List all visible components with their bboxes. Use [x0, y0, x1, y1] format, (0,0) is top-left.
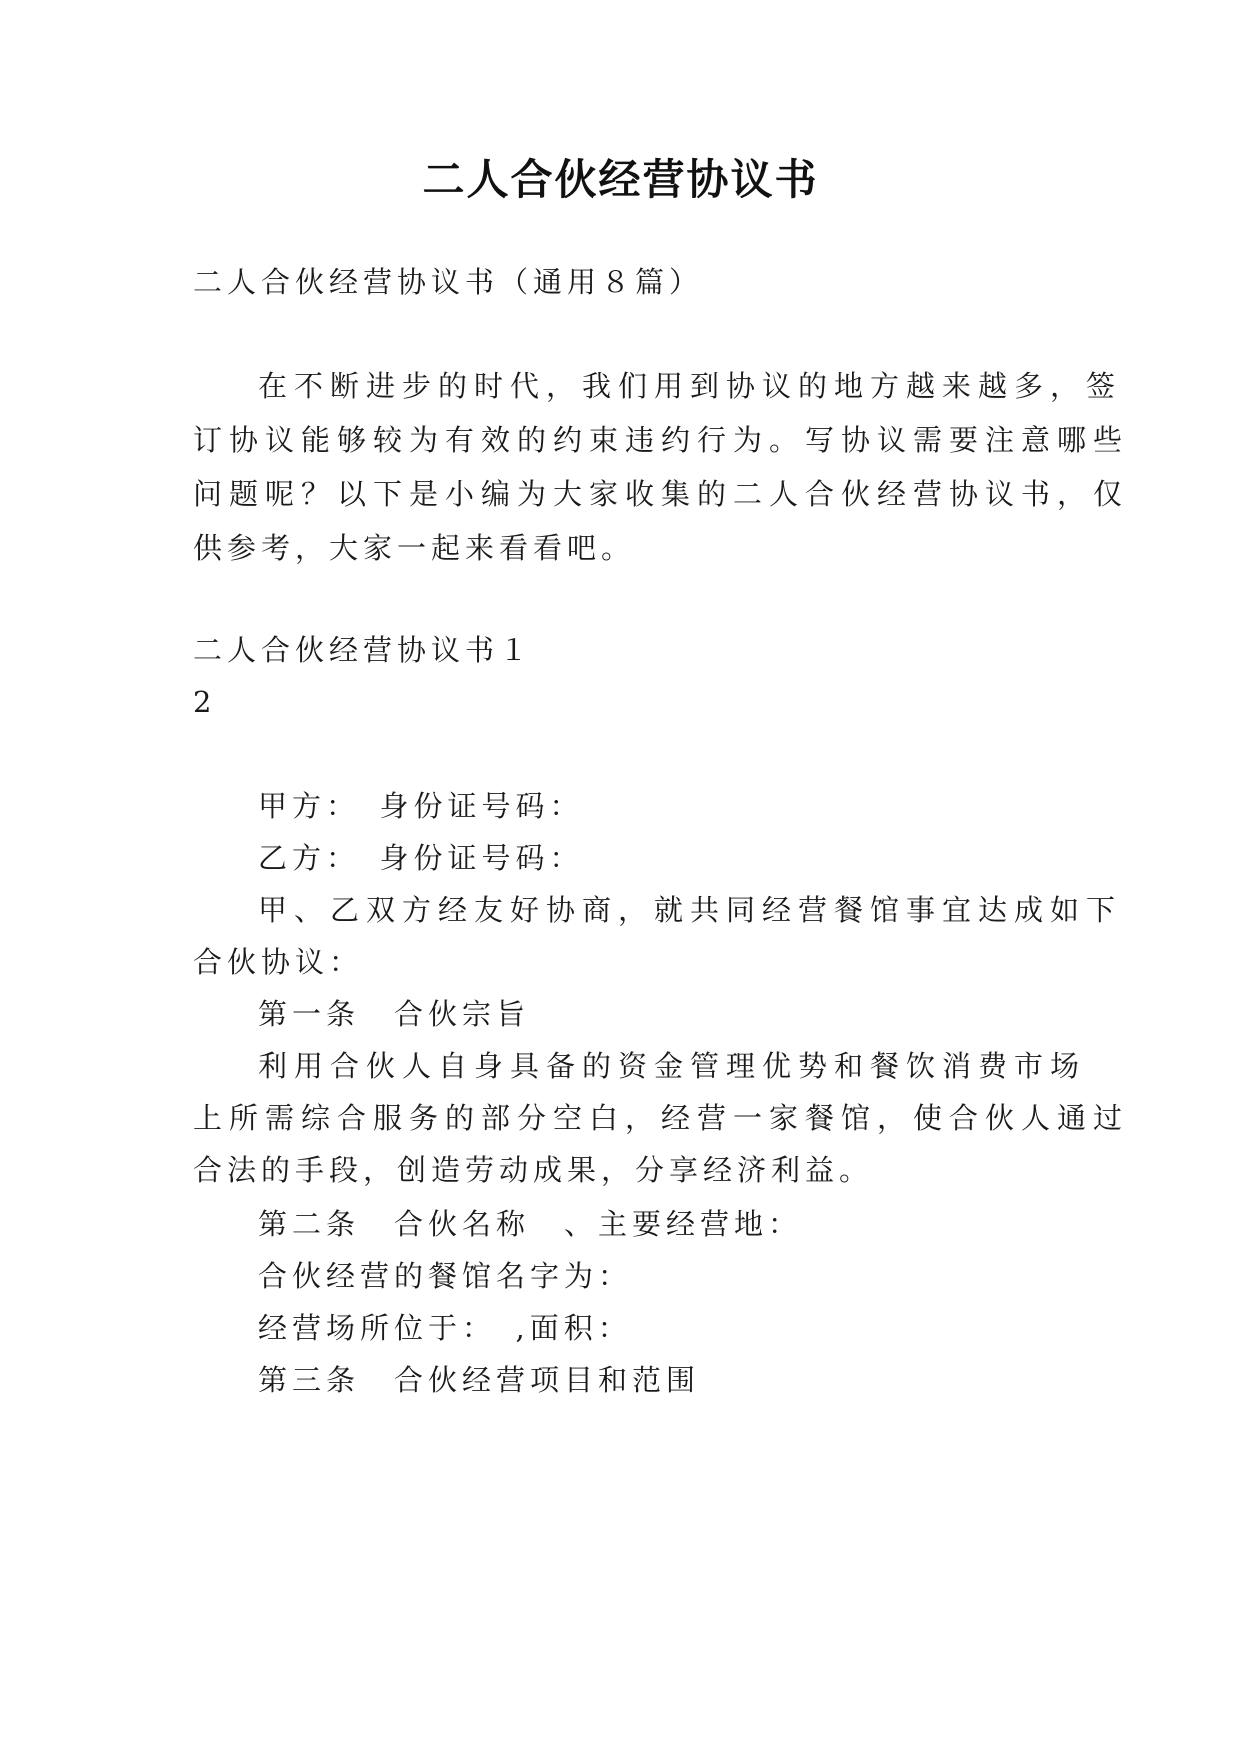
- document-subtitle: 二人合伙经营协议书（通用８篇）: [193, 265, 704, 299]
- party-a-line: 甲方： 身份证号码：: [258, 789, 584, 823]
- article1-title: 第一条 合伙宗旨: [258, 997, 531, 1031]
- intro-line-4: 供参考，大家一起来看看吧。: [193, 531, 636, 565]
- article3-title: 第三条 合伙经营项目和范围: [258, 1363, 701, 1397]
- intro-line-1: 在不断进步的时代，我们用到协议的地方越来越多，签: [258, 369, 1123, 403]
- restaurant-name-line: 合伙经营的餐馆名字为：: [258, 1259, 633, 1293]
- section-number: 2: [193, 685, 217, 719]
- party-b-line: 乙方： 身份证号码：: [258, 841, 584, 875]
- article2-title: 第二条 合伙名称 、主要经营地：: [258, 1207, 803, 1241]
- article1-line-2: 上所需综合服务的部分空白，经营一家餐馆，使合伙人通过: [193, 1101, 1130, 1135]
- intro-line-3: 问题呢？以下是小编为大家收集的二人合伙经营协议书，仅: [193, 477, 1130, 511]
- location-line: 经营场所位于： ,面积：: [258, 1311, 632, 1345]
- intro-line-2: 订协议能够较为有效的约束违约行为。写协议需要注意哪些: [193, 423, 1130, 457]
- article1-line-1: 利用合伙人自身具备的资金管理优势和餐饮消费市场: [258, 1049, 1087, 1083]
- consensus-line-1: 甲、乙双方经友好协商，就共同经营餐馆事宜达成如下: [258, 893, 1123, 927]
- section-heading: 二人合伙经营协议书１: [193, 633, 534, 667]
- article1-line-3: 合法的手段，创造劳动成果，分享经济利益。: [193, 1153, 874, 1187]
- consensus-line-2: 合伙协议：: [193, 945, 364, 979]
- document-title: 二人合伙经营协议书: [422, 155, 819, 204]
